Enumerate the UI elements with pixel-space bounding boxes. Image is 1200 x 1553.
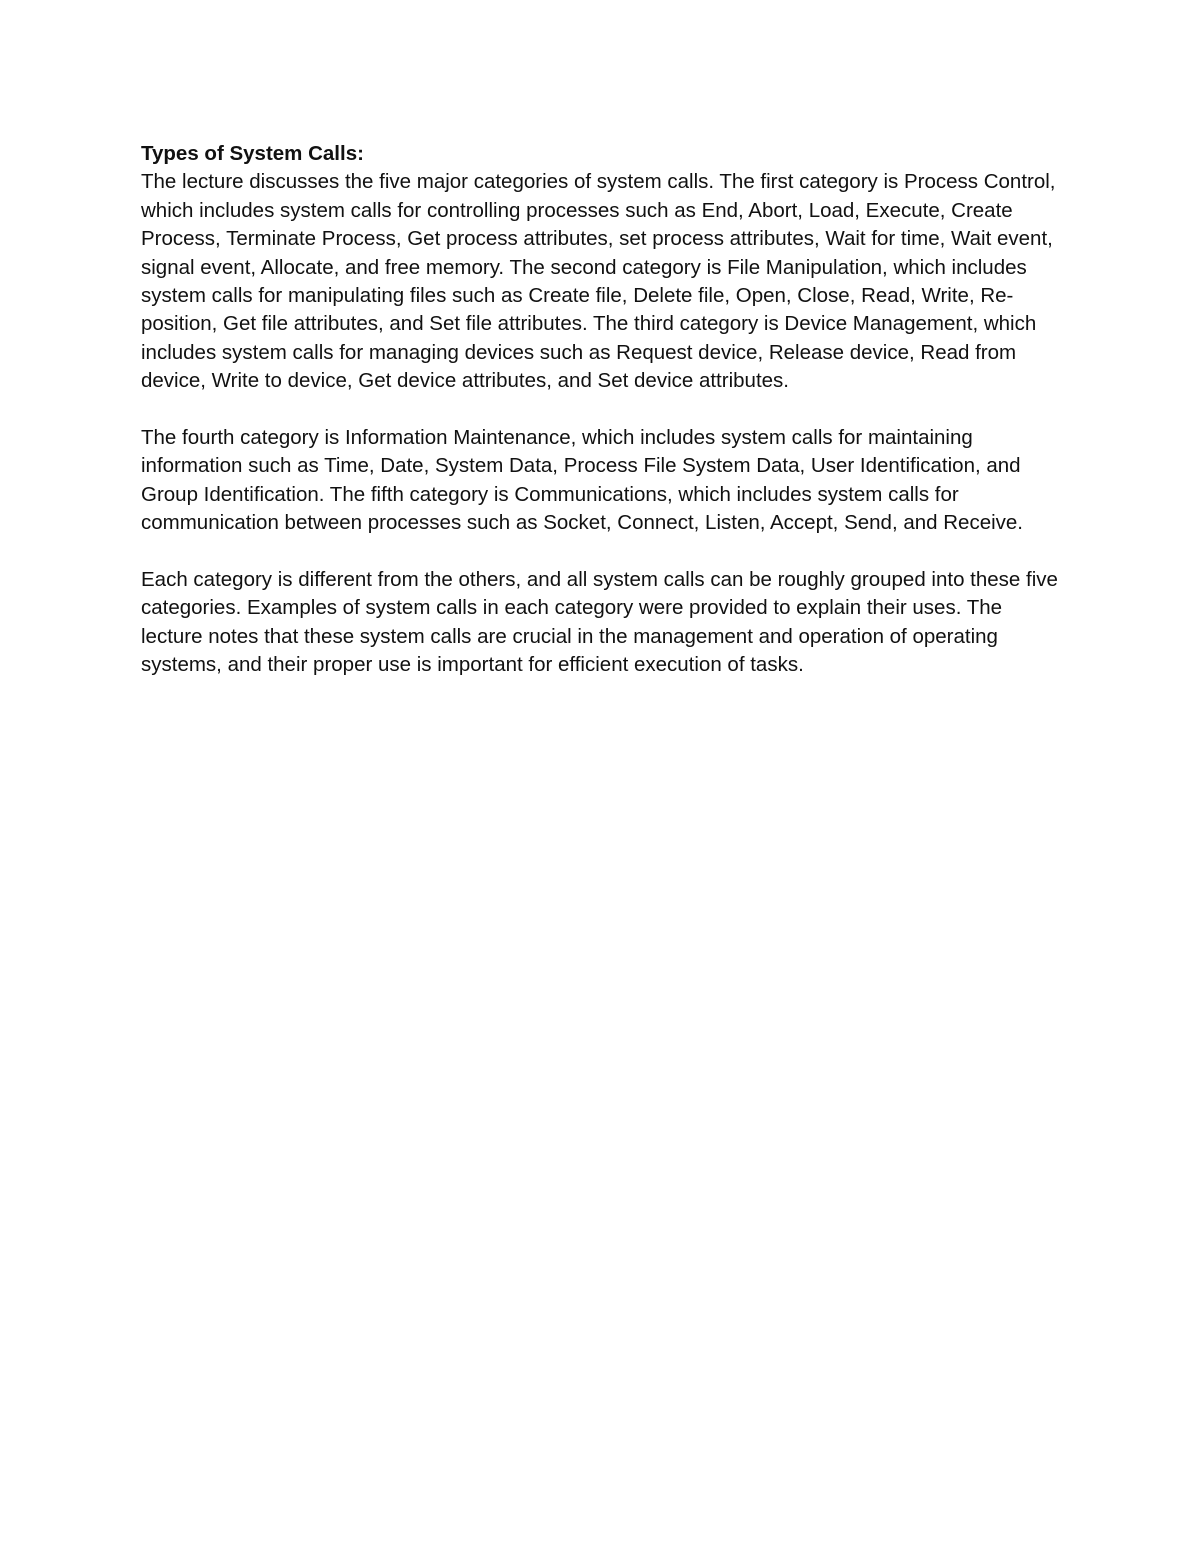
document-body	[141, 140, 1061, 680]
paragraph-system-call-categories: The lecture discusses the five major categories of system calls. The first category is Process Control, which includes system calls for controlling processes such as End, Abort, Load, Execute, Create Process, Terminate Process, Get process attributes, set process attributes, Wait for time, Wait event, signal event, Allocate, and free memory. The second category is File Manipulation, which includes system calls for manipulating files such as Create file, Delete file, Open, Close, Read, Write, Re-position, Get file attributes, and Set file attributes. The third category is Device Management, which includes system calls for managing devices such as Request device, Release device, Read from device, Write to device, Get device attributes, and Set device attributes.	[141, 170, 1056, 393]
section-heading: Types of System Calls:	[141, 142, 364, 165]
paragraph-summary: Each category is different from the others, and all system calls can be roughly grouped into these five categories. Examples of system calls in each category were provided to explain their uses. The lecture notes that these system calls are crucial in the management and operation of operating systems, and their proper use is important for efficient execution of tasks.	[141, 568, 1058, 677]
paragraph-information-and-communications: The fourth category is Information Maintenance, which includes system calls for maintaining information such as Time, Date, System Data, Process File System Data, User Identification, and Group Identification. The fifth category is Communications, which includes system calls for communication between processes such as Socket, Connect, Listen, Accept, Send, and Receive.	[141, 426, 1023, 535]
